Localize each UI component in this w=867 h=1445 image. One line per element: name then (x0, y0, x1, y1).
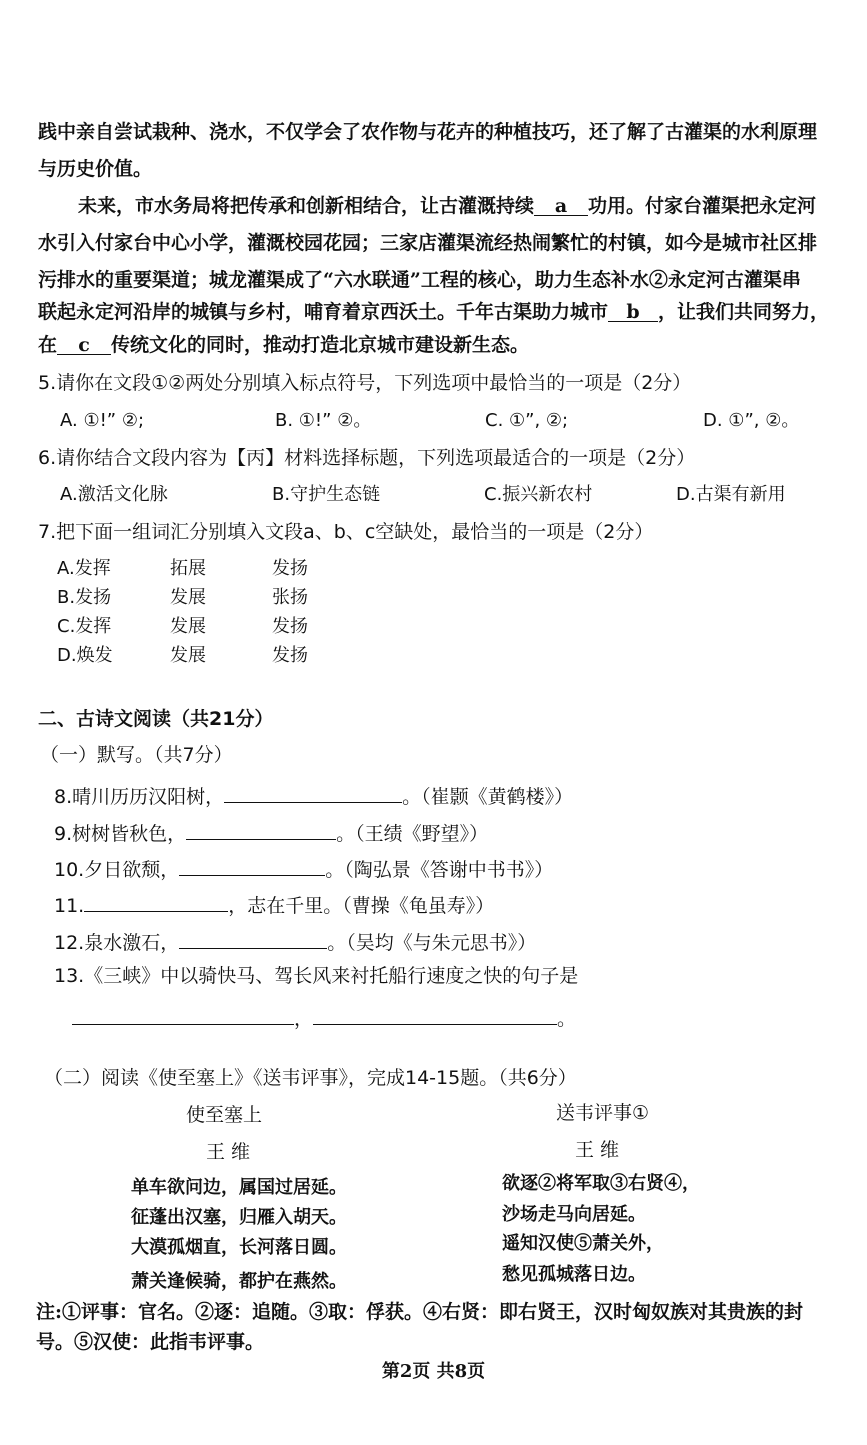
poem-2-line-3: 遥知汉使⑤萧关外， (502, 1233, 664, 1254)
passage-line-6: 联起永定河沿岸的城镇与乡村，哺育着京西沃土。千年古渠助力城市 b ，让我们共同努力， (38, 301, 830, 323)
notes-line-1: 注:①评事：官名。②逐：追随。③取：俘获。④右贤：即右贤王，汉时匈奴族对其贵族的封 (36, 1301, 804, 1323)
passage-line-5: 污排水的重要渠道；城龙灌渠成了“六水联通”工程的核心，助力生态补水②永定河古灌渠串 (38, 269, 801, 291)
poem-1-line-4: 萧关逢候骑，都护在燕然。 (131, 1271, 347, 1292)
q7-row-c-col-2: 发展 (170, 616, 206, 637)
q13-answer-blank-2 (313, 1003, 557, 1025)
question-9: 9.树树皆秋色， 。（王绩《野望》） (54, 818, 488, 846)
question-6-stem: 6.请你结合文段内容为【丙】材料选择标题，下列选项最适合的一项是（2分） (38, 447, 696, 469)
q6-option-d: D.古渠有新用 (676, 484, 786, 505)
section-2-sub-1: （一）默写。（共7分） (40, 744, 233, 766)
q7-row-a-col-3: 发扬 (272, 558, 308, 579)
question-11: 11. ，志在千里。（曹操《龟虽寿》） (54, 890, 494, 918)
q6-option-a: A.激活文化脉 (60, 484, 168, 505)
poem-2-line-4: 愁见孤城落日边。 (502, 1264, 646, 1285)
q13-answer-line: ， 。 (72, 1003, 576, 1031)
passage-line-1: 践中亲自尝试栽种、浇水，不仅学会了农作物与花卉的种植技巧，还了解了古灌渠的水利原理 (38, 121, 818, 143)
q8-answer-blank (224, 781, 402, 803)
q9-answer-blank (186, 818, 336, 840)
poem-2-author: 王 维 (575, 1139, 620, 1161)
question-7-stem: 7.把下面一组词汇分别填入文段a、b、c空缺处，最恰当的一项是（2分） (38, 521, 654, 543)
q12-answer-blank (179, 927, 327, 949)
question-13: 13.《三峡》中以骑快马、驾长风来衬托船行速度之快的句子是 (54, 965, 579, 987)
question-12: 12.泉水激石， 。（吴均《与朱元思书》） (54, 927, 536, 955)
blank-a: a (534, 194, 588, 216)
page-number-footer: 第2页 共8页 (381, 1361, 486, 1382)
q7-row-c-col-1: C.发挥 (57, 616, 112, 637)
passage-line-2: 与历史价值。 (38, 158, 153, 180)
passage-line-4: 水引入付家台中心小学，灌溉校园花园；三家店灌渠流经热闹繁忙的村镇，如今是城市社区排 (38, 232, 818, 254)
blank-b: b (608, 300, 658, 322)
q6-option-b: B.守护生态链 (272, 484, 381, 505)
q7-row-d-col-1: D.焕发 (57, 645, 113, 666)
q6-option-c: C.振兴新农村 (484, 484, 593, 505)
q7-row-c-col-3: 发扬 (272, 616, 308, 637)
q10-answer-blank (179, 854, 325, 876)
passage-line-3: 未来，市水务局将把传承和创新相结合，让古灌溉持续 a 功用。付家台灌渠把永定河 (78, 195, 817, 217)
q5-option-c: C. ①”, ②; (485, 410, 569, 431)
q11-answer-blank (84, 890, 228, 912)
q7-row-a-col-2: 拓展 (170, 558, 206, 579)
poem-1-line-2: 征蓬出汉塞，归雁入胡天。 (131, 1207, 347, 1228)
section-2-sub-2: （二）阅读《使至塞上》《送韦评事》，完成14-15题。（共6分） (44, 1067, 577, 1089)
blank-c: c (57, 333, 111, 355)
q7-row-b-col-2: 发展 (170, 587, 206, 608)
q5-option-a: A. ①!” ②; (60, 410, 145, 431)
q5-option-b: B. ①!” ②。 (275, 410, 372, 431)
question-5-stem: 5.请你在文段①②两处分别填入标点符号，下列选项中最恰当的一项是（2分） (38, 372, 692, 394)
q7-row-d-col-3: 发扬 (272, 645, 308, 666)
q5-option-d: D. ①”, ②。 (703, 410, 800, 431)
question-10: 10.夕日欲颓， 。（陶弘景《答谢中书书》） (54, 854, 553, 882)
passage-line-7: 在 c 传统文化的同时，推动打造北京城市建设新生态。 (38, 334, 530, 356)
poem-1-author: 王 维 (206, 1141, 251, 1163)
q13-answer-blank-1 (72, 1003, 294, 1025)
q7-row-b-col-3: 张扬 (272, 587, 308, 608)
question-8: 8.晴川历历汉阳树， 。（崔颢《黄鹤楼》） (54, 781, 573, 809)
poem-1-line-1: 单车欲问边，属国过居延。 (131, 1177, 347, 1198)
q7-row-a-col-1: A.发挥 (57, 558, 111, 579)
section-2-title: 二、古诗文阅读（共21分） (38, 708, 274, 730)
poem-2-line-2: 沙场走马向居延。 (502, 1204, 646, 1225)
poem-2-line-1: 欲逐②将军取③右贤④， (502, 1173, 700, 1194)
notes-line-2: 号。⑤汉使：此指韦评事。 (36, 1331, 265, 1353)
q7-row-b-col-1: B.发扬 (57, 587, 112, 608)
poem-1-title: 使至塞上 (186, 1104, 263, 1126)
poem-2-title: 送韦评事① (556, 1102, 650, 1124)
poem-1-line-3: 大漠孤烟直，长河落日圆。 (131, 1237, 347, 1258)
q7-row-d-col-2: 发展 (170, 645, 206, 666)
